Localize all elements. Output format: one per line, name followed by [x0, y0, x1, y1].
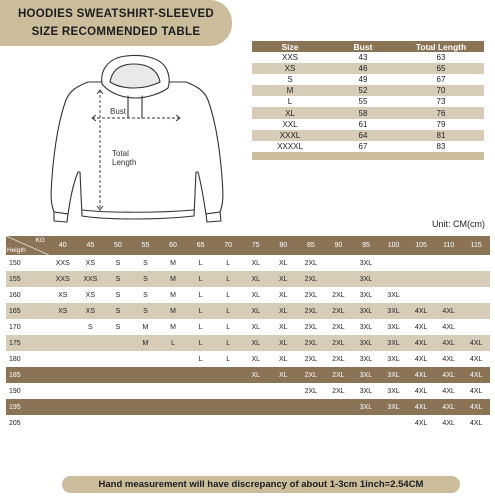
grid-cell [77, 415, 105, 431]
grid-row [6, 399, 490, 415]
size-table-cell: 52 [328, 85, 398, 96]
weight-header: 105 [407, 236, 435, 255]
size-table-cell: 61 [328, 119, 398, 130]
size-table-cell: Bust [328, 41, 398, 52]
grid-cell [77, 367, 105, 383]
grid-cell [407, 255, 435, 271]
grid-cell: 2XL [297, 287, 325, 303]
weight-header: 45 [77, 236, 105, 255]
size-table-cell: 65 [398, 63, 484, 74]
grid-cell [159, 383, 187, 399]
grid-cell [325, 415, 353, 431]
size-table-row [252, 107, 484, 118]
size-table-cell: XXS [252, 52, 328, 63]
grid-cell [159, 399, 187, 415]
grid-cell: L [187, 335, 215, 351]
grid-cell [132, 367, 160, 383]
grid-cell: 4XL [435, 367, 463, 383]
grid-row [6, 303, 490, 319]
grid-cell [187, 383, 215, 399]
grid-cell [352, 415, 380, 431]
grid-row [6, 415, 490, 431]
grid-cell: 4XL [435, 335, 463, 351]
grid-cell [132, 383, 160, 399]
height-cell: 175 [6, 335, 49, 351]
grid-cell: 4XL [407, 303, 435, 319]
weight-header: 40 [49, 236, 77, 255]
grid-cell [297, 399, 325, 415]
weight-header: 65 [187, 236, 215, 255]
grid-cell [132, 415, 160, 431]
size-table-cell: XXXXL [252, 141, 328, 152]
grid-cell [214, 415, 242, 431]
size-table-cell: 70 [398, 85, 484, 96]
grid-cell: 4XL [407, 415, 435, 431]
grid-cell: L [187, 255, 215, 271]
grid-cell: S [132, 303, 160, 319]
grid-cell: 3XL [352, 255, 380, 271]
weight-header: 70 [214, 236, 242, 255]
size-table-cell: XL [252, 107, 328, 118]
grid-cell: S [77, 319, 105, 335]
grid-cell: 2XL [297, 255, 325, 271]
grid-cell [435, 287, 463, 303]
grid-cell [104, 383, 132, 399]
size-table-row [252, 141, 484, 152]
grid-cell: XL [270, 367, 298, 383]
grid-cell [325, 399, 353, 415]
grid-cell: L [187, 303, 215, 319]
grid-cell: 3XL [352, 271, 380, 287]
grid-cell: L [214, 351, 242, 367]
size-table-cell: 64 [328, 130, 398, 141]
grid-cell [49, 383, 77, 399]
grid-cell: 3XL [352, 287, 380, 303]
grid-cell [132, 351, 160, 367]
grid-cell [270, 383, 298, 399]
weight-header: 50 [104, 236, 132, 255]
weight-header: 110 [435, 236, 463, 255]
grid-cell: XL [242, 367, 270, 383]
height-cell: 205 [6, 415, 49, 431]
weight-header: 95 [352, 236, 380, 255]
weight-header: 55 [132, 236, 160, 255]
grid-cell: S [104, 287, 132, 303]
title-line-1: HOODIES SWEATSHIRT-SLEEVED [17, 8, 215, 20]
corner-height-label: Heigth [7, 247, 26, 254]
grid-cell: 4XL [462, 399, 490, 415]
size-table-cell: 76 [398, 107, 484, 118]
grid-cell: M [132, 319, 160, 335]
grid-cell: S [132, 287, 160, 303]
grid-cell: XL [242, 303, 270, 319]
grid-cell: 4XL [435, 383, 463, 399]
grid-cell: XS [77, 287, 105, 303]
size-table-cell: 83 [398, 141, 484, 152]
size-table-cell: XS [252, 63, 328, 74]
grid-cell: L [214, 271, 242, 287]
grid-cell: 2XL [297, 319, 325, 335]
grid-cell: M [159, 255, 187, 271]
weight-header: 115 [462, 236, 490, 255]
grid-cell: 4XL [407, 351, 435, 367]
grid-cell: L [159, 335, 187, 351]
grid-cell [462, 319, 490, 335]
grid-cell: XL [242, 335, 270, 351]
grid-cell: L [214, 303, 242, 319]
grid-cell: 4XL [435, 303, 463, 319]
grid-header-row [6, 236, 490, 255]
grid-cell: 4XL [435, 319, 463, 335]
grid-cell: 4XL [407, 383, 435, 399]
grid-cell: XS [77, 303, 105, 319]
grid-row [6, 287, 490, 303]
grid-cell [49, 335, 77, 351]
grid-cell: M [159, 303, 187, 319]
grid-cell: 4XL [435, 399, 463, 415]
grid-cell: 3XL [352, 351, 380, 367]
grid-cell: L [187, 351, 215, 367]
height-cell: 185 [6, 367, 49, 383]
grid-cell: M [159, 287, 187, 303]
height-weight-grid [6, 236, 490, 431]
grid-cell [242, 383, 270, 399]
grid-cell [77, 351, 105, 367]
size-table-cell: 46 [328, 63, 398, 74]
grid-row [6, 367, 490, 383]
grid-cell [462, 303, 490, 319]
grid-cell: XXS [49, 255, 77, 271]
size-table-row [252, 96, 484, 107]
grid-cell: XL [270, 351, 298, 367]
grid-cell: 4XL [435, 415, 463, 431]
bust-label: Bust [110, 107, 127, 116]
grid-cell: 3XL [352, 383, 380, 399]
size-table-row [252, 85, 484, 96]
size-table-cell: M [252, 85, 328, 96]
weight-header: 85 [297, 236, 325, 255]
grid-cell [187, 367, 215, 383]
weight-header: 80 [270, 236, 298, 255]
grid-cell: XL [242, 351, 270, 367]
grid-cell [325, 255, 353, 271]
grid-cell: 4XL [462, 415, 490, 431]
grid-cell [104, 335, 132, 351]
grid-cell: XL [242, 255, 270, 271]
grid-cell: 4XL [462, 335, 490, 351]
grid-cell: 2XL [297, 367, 325, 383]
grid-cell: 2XL [297, 351, 325, 367]
size-table-cell: 67 [328, 141, 398, 152]
grid-cell: XL [270, 319, 298, 335]
title-banner [0, 0, 232, 46]
grid-cell: L [214, 255, 242, 271]
height-cell: 150 [6, 255, 49, 271]
grid-cell: 2XL [325, 351, 353, 367]
grid-cell: 2XL [297, 383, 325, 399]
size-table-cell: Total Length [398, 41, 484, 52]
height-cell: 190 [6, 383, 49, 399]
grid-cell [77, 335, 105, 351]
grid-cell: 4XL [462, 383, 490, 399]
grid-cell: XL [270, 335, 298, 351]
grid-cell: 4XL [407, 367, 435, 383]
grid-cell: L [187, 319, 215, 335]
grid-cell: 2XL [325, 287, 353, 303]
grid-cell [49, 351, 77, 367]
size-table-cell: Size [252, 41, 328, 52]
size-table-row [252, 74, 484, 85]
grid-cell: 2XL [297, 335, 325, 351]
size-table-cell: 81 [398, 130, 484, 141]
grid-cell: 3XL [352, 303, 380, 319]
grid-cell [297, 415, 325, 431]
grid-cell: 2XL [297, 271, 325, 287]
grid-cell: 4XL [435, 351, 463, 367]
grid-cell [104, 351, 132, 367]
height-cell: 195 [6, 399, 49, 415]
size-table-cell: S [252, 74, 328, 85]
grid-cell: S [104, 271, 132, 287]
grid-cell [159, 367, 187, 383]
grid-cell: 4XL [407, 319, 435, 335]
grid-cell [214, 367, 242, 383]
grid-cell [159, 415, 187, 431]
height-cell: 160 [6, 287, 49, 303]
grid-cell [104, 367, 132, 383]
grid-cell [242, 415, 270, 431]
weight-header: 100 [380, 236, 408, 255]
grid-cell: M [159, 319, 187, 335]
grid-cell: 3XL [380, 303, 408, 319]
grid-row [6, 335, 490, 351]
grid-cell: XS [77, 255, 105, 271]
grid-cell [407, 287, 435, 303]
grid-row [6, 271, 490, 287]
grid-cell [77, 399, 105, 415]
grid-cell [132, 399, 160, 415]
size-table-cell: 63 [398, 52, 484, 63]
size-table-cell: 79 [398, 119, 484, 130]
size-table-footer [252, 152, 484, 160]
weight-header: 60 [159, 236, 187, 255]
grid-cell: S [104, 255, 132, 271]
size-table-cell: XXXL [252, 130, 328, 141]
grid-cell: L [214, 287, 242, 303]
title-line-2: SIZE RECOMMENDED TABLE [31, 26, 201, 38]
grid-cell [159, 351, 187, 367]
grid-cell: L [214, 335, 242, 351]
height-cell: 165 [6, 303, 49, 319]
grid-row [6, 383, 490, 399]
grid-cell: 4XL [462, 351, 490, 367]
size-table-row [252, 130, 484, 141]
grid-cell [214, 383, 242, 399]
grid-cell [104, 415, 132, 431]
grid-cell: 3XL [352, 399, 380, 415]
grid-corner-cell [6, 236, 49, 255]
size-chart-table [252, 41, 484, 160]
size-table-cell: L [252, 96, 328, 107]
size-table-cell: XXL [252, 119, 328, 130]
grid-cell: S [132, 255, 160, 271]
grid-cell: XL [270, 255, 298, 271]
grid-cell [435, 255, 463, 271]
grid-cell: 3XL [380, 335, 408, 351]
grid-cell [187, 399, 215, 415]
grid-cell [49, 415, 77, 431]
grid-cell: XL [242, 319, 270, 335]
grid-cell: 2XL [325, 383, 353, 399]
grid-row [6, 351, 490, 367]
grid-cell [270, 399, 298, 415]
size-table-row [252, 119, 484, 130]
grid-cell [187, 415, 215, 431]
grid-cell: 4XL [462, 367, 490, 383]
grid-cell: XL [270, 303, 298, 319]
grid-cell [407, 271, 435, 287]
grid-cell [214, 399, 242, 415]
measurement-note: Hand measurement will have discrepancy of about 1-3cm 1inch=2.54CM [62, 476, 460, 493]
grid-cell: 2XL [325, 335, 353, 351]
grid-cell: 2XL [325, 319, 353, 335]
grid-cell: 3XL [380, 399, 408, 415]
size-table-cell: 58 [328, 107, 398, 118]
grid-cell: 4XL [407, 399, 435, 415]
grid-cell [462, 271, 490, 287]
grid-cell: M [132, 335, 160, 351]
grid-cell [77, 383, 105, 399]
size-table-header [252, 41, 484, 52]
corner-kg-label: KG [35, 237, 45, 244]
height-cell: 180 [6, 351, 49, 367]
grid-cell: 3XL [380, 319, 408, 335]
grid-cell [325, 271, 353, 287]
length-label-1: Total [112, 149, 129, 158]
grid-cell: L [187, 271, 215, 287]
weight-header: 75 [242, 236, 270, 255]
grid-cell [270, 415, 298, 431]
size-table-cell: 73 [398, 96, 484, 107]
grid-cell: 2XL [325, 367, 353, 383]
height-cell: 155 [6, 271, 49, 287]
hoodie-diagram [48, 52, 228, 228]
grid-cell: 3XL [352, 367, 380, 383]
grid-cell: 3XL [380, 351, 408, 367]
grid-cell: XXS [77, 271, 105, 287]
grid-cell [462, 255, 490, 271]
grid-cell [380, 415, 408, 431]
grid-cell: M [159, 271, 187, 287]
grid-cell: XXS [49, 271, 77, 287]
grid-cell: 2XL [297, 303, 325, 319]
grid-cell: 2XL [325, 303, 353, 319]
grid-cell [242, 399, 270, 415]
grid-cell: XS [49, 303, 77, 319]
grid-cell [49, 399, 77, 415]
size-table-cell: 43 [328, 52, 398, 63]
grid-cell: 3XL [352, 335, 380, 351]
weight-header: 90 [325, 236, 353, 255]
grid-cell: S [132, 271, 160, 287]
grid-cell: XS [49, 287, 77, 303]
grid-cell: L [214, 319, 242, 335]
size-table-cell: 55 [328, 96, 398, 107]
unit-label: Unit: CM(cm) [432, 219, 485, 229]
grid-cell [104, 399, 132, 415]
grid-cell [49, 319, 77, 335]
grid-cell: XL [270, 271, 298, 287]
grid-cell: S [104, 303, 132, 319]
grid-row [6, 319, 490, 335]
height-cell: 170 [6, 319, 49, 335]
grid-cell [435, 271, 463, 287]
grid-cell: XL [242, 287, 270, 303]
grid-cell: XL [270, 287, 298, 303]
grid-cell [49, 367, 77, 383]
grid-cell [380, 255, 408, 271]
length-label-2: Length [112, 158, 137, 167]
grid-cell: XL [242, 271, 270, 287]
grid-cell: 3XL [380, 383, 408, 399]
grid-cell: S [104, 319, 132, 335]
grid-cell: 3XL [380, 287, 408, 303]
grid-cell: 4XL [407, 335, 435, 351]
size-table-cell: 67 [398, 74, 484, 85]
grid-cell [380, 271, 408, 287]
grid-cell: L [187, 287, 215, 303]
size-table-row [252, 52, 484, 63]
grid-cell [462, 287, 490, 303]
grid-row [6, 255, 490, 271]
size-table-row [252, 63, 484, 74]
grid-cell: 3XL [352, 319, 380, 335]
size-table-cell: 49 [328, 74, 398, 85]
grid-cell: 3XL [380, 367, 408, 383]
